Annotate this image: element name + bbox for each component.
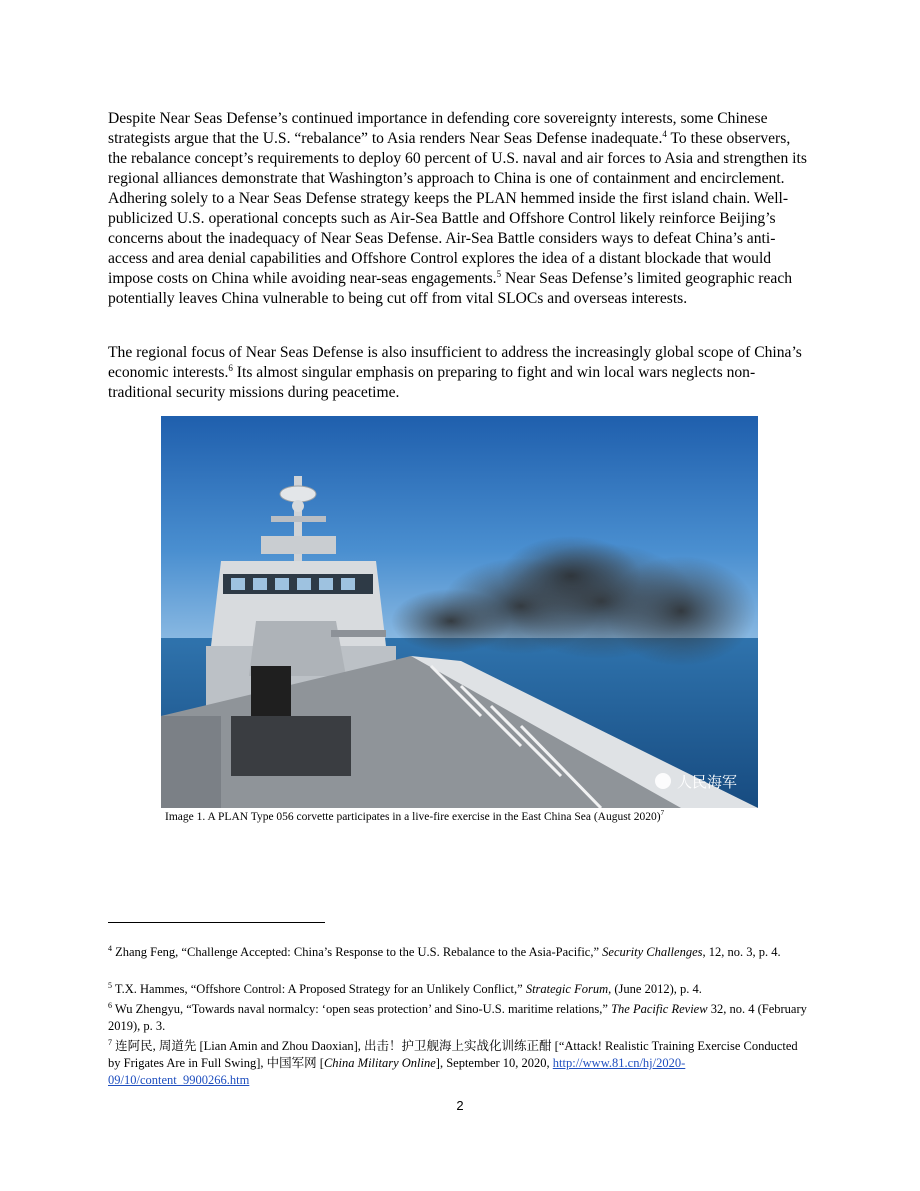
footnote-source-title: Strategic Forum — [525, 982, 609, 996]
footnote-text: Zhang Feng, “Challenge Accepted: China’s Response to the U.S. Rebalance to the Asia-Pacific,” — [112, 945, 603, 959]
caption-text: Image 1. A PLAN Type 056 corvette participates in a live-fire exercise in the East China Sea (August 2020) — [165, 811, 661, 823]
footnote-source-title: Security Challenges — [602, 945, 703, 959]
page-number: 2 — [456, 1098, 464, 1113]
footnote-7 — [108, 1038, 808, 1089]
footnote-number: 4 — [108, 943, 112, 953]
footnote-text: , 12, no. 3, p. 4. — [702, 945, 781, 959]
footnote-number: 5 — [108, 980, 112, 990]
p2-text-2: Its almost singular emphasis on preparing to fight and win local wars neglects non-traditional security missions during peacetime. — [108, 364, 756, 401]
footnote-5 — [108, 981, 808, 998]
corvette-photo-illustration — [161, 416, 758, 808]
watermark-text: 人民海军 — [677, 773, 738, 791]
footnote-separator — [108, 922, 325, 923]
footnote-text: , (June 2012), p. 4. — [608, 982, 702, 996]
body-paragraph-2 — [108, 343, 808, 403]
footnote-number: 7 — [108, 1037, 112, 1047]
p1-text-2: To these observers, the rebalance concept’s requirements to deploy 60 percent of U.S. naval and air forces to Asia and strengthen its regional alliances demonstrate that Washington’s approach to China is one of containment and encirclement. Adhering solely to a Near Seas Defense strategy keeps the PLAN hemmed inside the first island chain. Well-publicized U.S. operational concepts such as Air-Sea Battle and Offshore Control likely reinforce Beijing’s concerns about the inadequacy of Near Seas Defense. Air-Sea Battle considers ways to defeat China’s anti-access and area denial capabilities and Offshore Control explores the idea of a distant blockade that would impose costs on China while avoiding near-seas engagements. — [108, 130, 807, 287]
footnote-text: 连阿民, 周道先 [Lian Amin and Zhou Daoxian], 出击！护卫舰海上实战化训练正酣 [“Attack! Realistic Training Exercise Conducted by Frigates Are in Full Swing], 中国军网 [ — [108, 1039, 798, 1070]
footnote-link[interactable]: http://www.81.cn/hj/2020-09/10/content_9900266.htm — [108, 1056, 686, 1087]
footnote-text: Wu Zhengyu, “Towards naval normalcy: ‘open seas protection’ and Sino-U.S. maritime relations,” — [112, 1002, 612, 1016]
p2-text-1: The regional focus of Near Seas Defense is also insufficient to address the increasingly global scope of China’s economic interests. — [108, 344, 802, 381]
figure-caption — [165, 810, 664, 824]
footnote-6 — [108, 1001, 808, 1035]
footnote-source-title: The Pacific Review — [611, 1002, 708, 1016]
footnote-4 — [108, 944, 808, 961]
body-paragraph-1 — [108, 109, 808, 309]
footnote-text: T.X. Hammes, “Offshore Control: A Proposed Strategy for an Unlikely Conflict,” — [112, 982, 526, 996]
p1-text-3: Near Seas Defense’s limited geographic reach potentially leaves China vulnerable to being cut off from vital SLOCs and overseas interests. — [108, 270, 793, 307]
footnote-ref-6[interactable]: 6 — [228, 362, 233, 373]
p1-text-1: Despite Near Seas Defense’s continued importance in defending core sovereignty interests, some Chinese strategists argue that the U.S. “rebalance” to Asia renders Near Seas Defense inadequate. — [108, 110, 768, 147]
footnote-source-title: China Military Online — [323, 1056, 436, 1070]
corvette-photo — [161, 416, 758, 808]
footnote-ref-5[interactable]: 5 — [496, 268, 502, 279]
footnote-ref-4[interactable]: 4 — [662, 128, 667, 139]
footnote-text: ], September 10, 2020, — [435, 1056, 553, 1070]
footnote-text: 32, no. 4 (February 2019), p. 3. — [108, 1002, 807, 1033]
footnote-number: 6 — [108, 1000, 112, 1010]
caption-footnote-ref[interactable]: 7 — [660, 809, 665, 818]
